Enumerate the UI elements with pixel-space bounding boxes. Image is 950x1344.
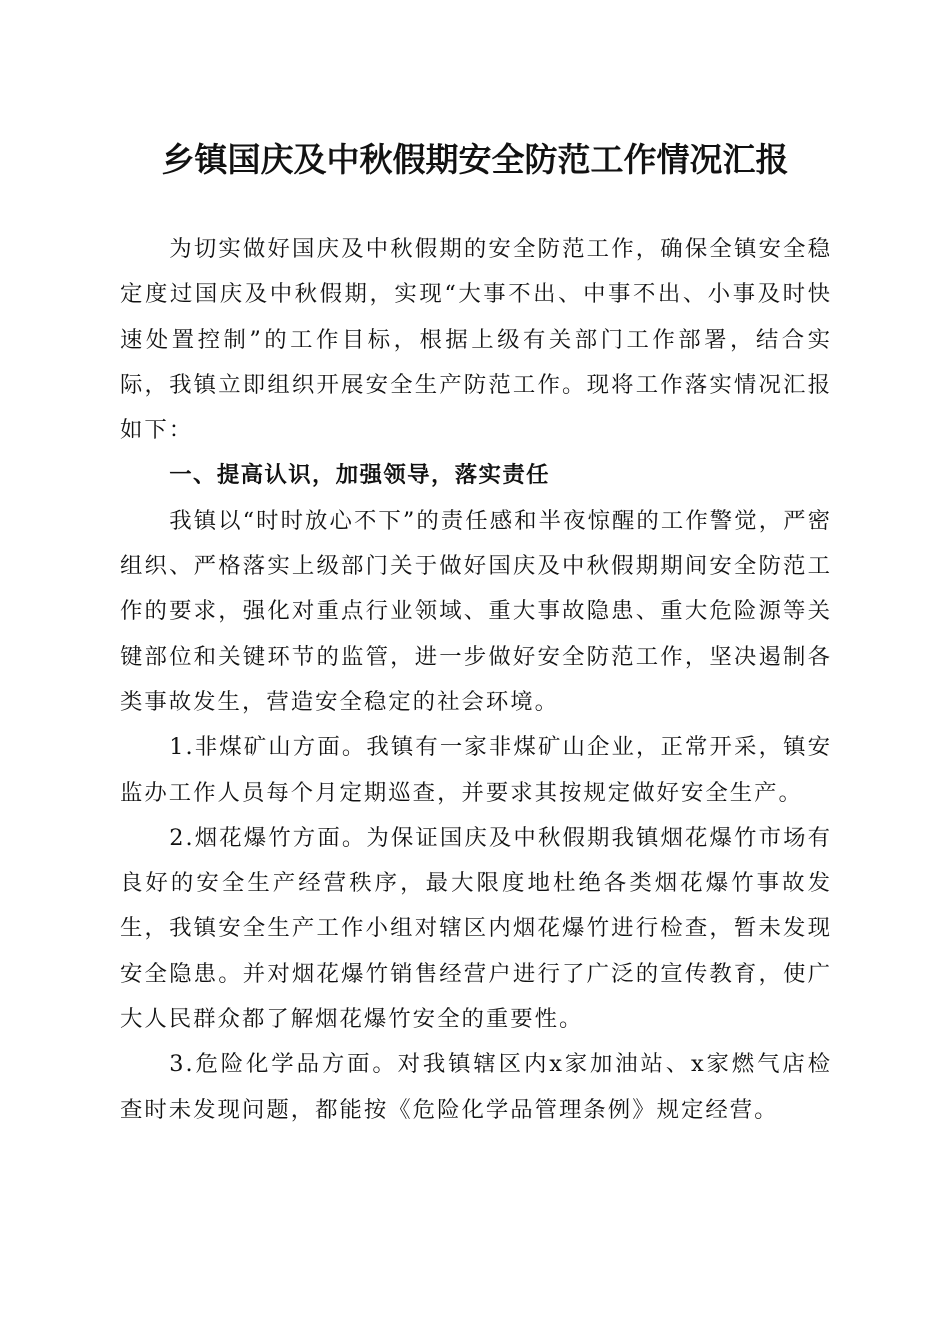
section-1-paragraph: 我镇以“时时放心不下”的责任感和半夜惊醒的工作警觉，严密组织、严格落实上级部门关于做好国庆及中秋假期期间安全防范工作的要求，强化对重点行业领域、重大事故隐患、重大危险源等关键部位和关键环节的监管，进一步做好安全防范工作，坚决遏制各类事故发生，营造安全稳定的社会环境。 (120, 507, 832, 715)
item-3-paragraph: 3.危险化学品方面。对我镇辖区内x家加油站、x家燃气店检查时未发现问题，都能按《危险化学品管理条例》规定经营。 (120, 1051, 832, 1123)
document-body (120, 227, 832, 1133)
section-heading-1: 一、提高认识，加强领导，落实责任 (169, 462, 550, 489)
document-title: 乡镇国庆及中秋假期安全防范工作情况汇报 (161, 140, 789, 179)
intro-paragraph: 为切实做好国庆及中秋假期的安全防范工作，确保全镇安全稳定度过国庆及中秋假期，实现“大事不出、中事不出、小事及时快速处置控制”的工作目标，根据上级有关部门工作部署，结合实际，我镇立即组织开展安全生产防范工作。现将工作落实情况汇报如下： (120, 236, 832, 444)
item-2-paragraph: 2.烟花爆竹方面。为保证国庆及中秋假期我镇烟花爆竹市场有良好的安全生产经营秩序，最大限度地杜绝各类烟花爆竹事故发生，我镇安全生产工作小组对辖区内烟花爆竹进行检查，暂未发现安全隐患。并对烟花爆竹销售经营户进行了广泛的宣传教育，使广大人民群众都了解烟花爆竹安全的重要性。 (120, 824, 832, 1033)
item-1-paragraph: 1.非煤矿山方面。我镇有一家非煤矿山企业，正常开采，镇安监办工作人员每个月定期巡查，并要求其按规定做好安全生产。 (120, 734, 832, 806)
